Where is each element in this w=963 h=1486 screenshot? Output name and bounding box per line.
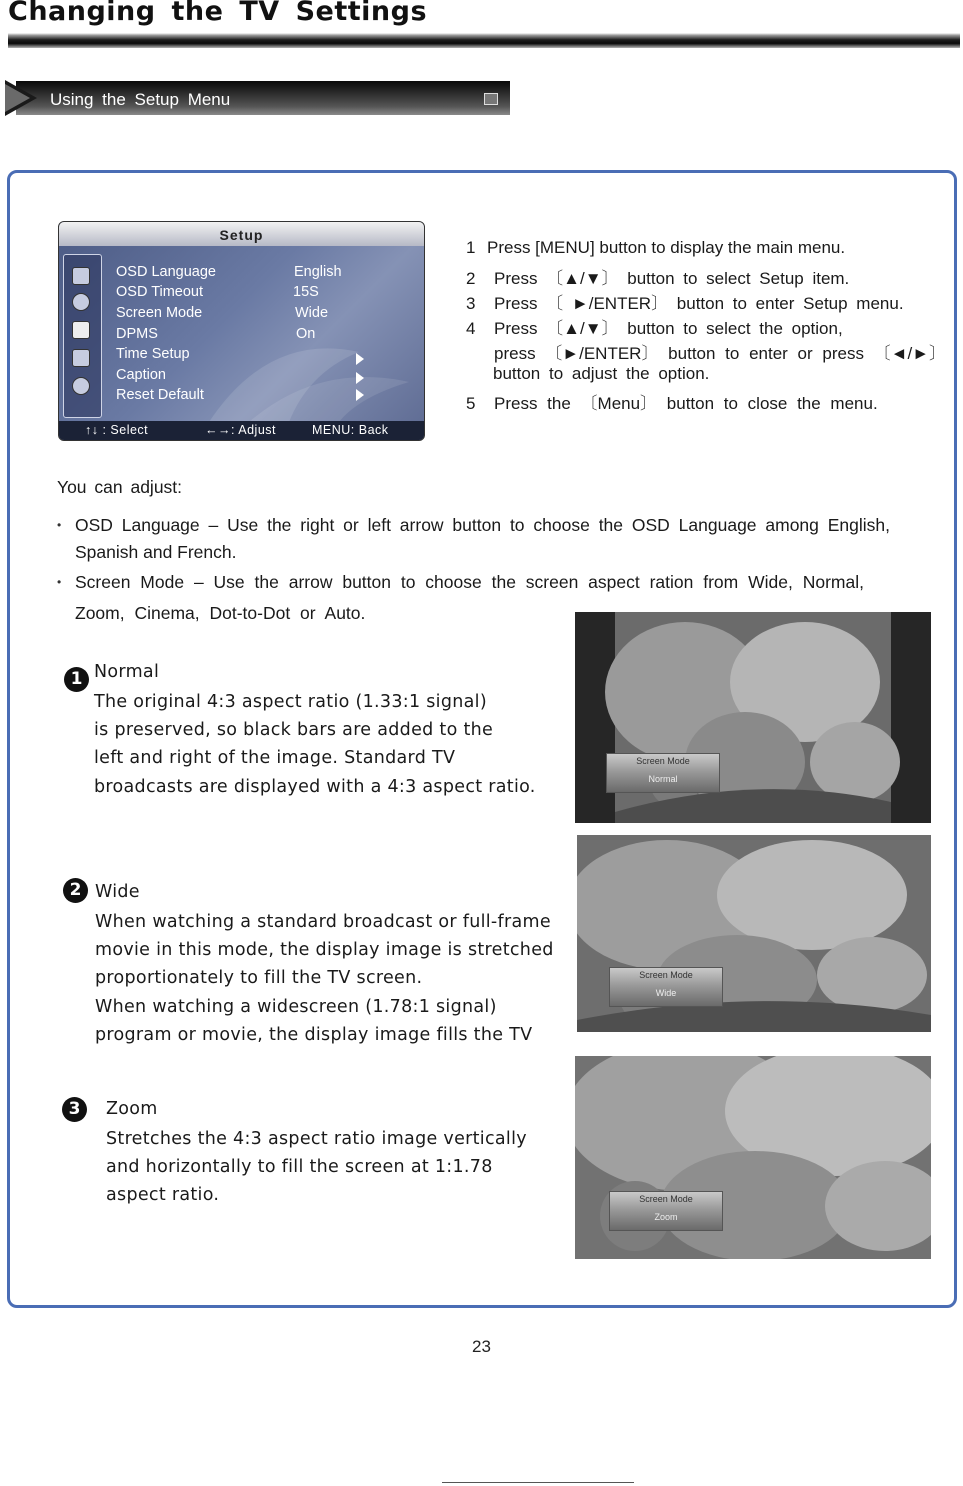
caption-title: Screen Mode bbox=[639, 1194, 693, 1204]
osd-row-label: Screen Mode bbox=[116, 305, 203, 321]
step-text: Press 〔▲/▼〕 button to select Setup item. bbox=[494, 269, 850, 288]
footer-rule bbox=[442, 1482, 634, 1483]
instruction-step bbox=[466, 339, 946, 364]
mode-description-line: When watching a widescreen (1.78:1 signal) bbox=[95, 996, 497, 1017]
osd-language-desc-cont: Spanish and French. bbox=[75, 542, 237, 562]
screen-mode-caption bbox=[609, 1191, 723, 1231]
osd-row-label: Reset Default bbox=[116, 387, 204, 403]
step-number: 4 bbox=[466, 319, 476, 338]
instruction-step bbox=[466, 238, 845, 258]
osd-footer-back: MENU: Back bbox=[312, 423, 389, 437]
osd-footer-select: ↑↓ : Select bbox=[85, 423, 149, 437]
screen-mode-caption bbox=[609, 967, 723, 1007]
osd-title: Setup bbox=[219, 227, 264, 243]
mode-description-line: movie in this mode, the display image is stretched bbox=[95, 940, 554, 961]
caption-value: Zoom bbox=[654, 1212, 678, 1222]
instruction-step bbox=[466, 314, 843, 339]
step-number: 1 bbox=[466, 238, 476, 257]
bullet-icon: • bbox=[57, 518, 62, 532]
mode-description-line: When watching a standard broadcast or full-frame bbox=[95, 912, 551, 932]
step-text: press 〔►/ENTER〕 button to enter or press 〔◄/►〕 bbox=[494, 344, 947, 363]
osd-row-value: 15S bbox=[293, 284, 319, 300]
osd-language-desc: OSD Language – Use the right or left arrow button to choose the OSD Language among English, bbox=[75, 515, 891, 535]
title-rule bbox=[8, 33, 960, 48]
mode-description bbox=[94, 688, 536, 801]
screen-mode-desc-cont: Zoom, Cinema, Dot-to-Dot or Auto. bbox=[75, 603, 366, 623]
step-number: 2 bbox=[466, 269, 476, 288]
osd-row-label: Time Setup bbox=[116, 346, 190, 362]
mode-title: Normal bbox=[94, 662, 160, 682]
step-text: Press [MENU] button to display the main menu. bbox=[487, 238, 846, 257]
setup-icon bbox=[72, 321, 90, 339]
page-number: 23 bbox=[472, 1337, 491, 1356]
mode-description-line: The original 4:3 aspect ratio (1.33:1 signal) bbox=[94, 692, 487, 712]
section-title: Using the Setup Menu bbox=[50, 90, 231, 109]
channel-icon bbox=[72, 377, 90, 395]
osd-swirl-decoration bbox=[59, 222, 424, 440]
instruction-step bbox=[466, 264, 849, 289]
caption-title: Screen Mode bbox=[636, 756, 690, 766]
banner-square-icon bbox=[484, 93, 498, 105]
step-text: button to adjust the option. bbox=[493, 364, 710, 383]
mode-description-line: left and right of the image. Standard TV bbox=[94, 748, 456, 769]
step-number: 3 bbox=[466, 294, 476, 313]
instruction-step bbox=[466, 364, 709, 384]
mode-description-line: program or movie, the display image fills the TV bbox=[95, 1024, 533, 1045]
wide-mode-photo bbox=[577, 835, 931, 1032]
mode-description-line: and horizontally to fill the screen at 1:1.78 bbox=[106, 1157, 493, 1178]
osd-row-value: Wide bbox=[295, 305, 329, 321]
zoom-mode-photo bbox=[575, 1056, 931, 1259]
submenu-arrow-icon bbox=[356, 353, 364, 365]
osd-row-label: OSD Language bbox=[116, 264, 216, 280]
step-number: 5 bbox=[466, 394, 476, 413]
mode-description-line: is preserved, so black bars are added to the bbox=[94, 720, 494, 741]
caption-value: Wide bbox=[655, 988, 677, 998]
osd-row-value: On bbox=[296, 326, 316, 342]
mode-number-badge: 1 bbox=[64, 667, 89, 692]
step-text: Press the 〔Menu〕 button to close the menu. bbox=[494, 394, 878, 413]
mode-description bbox=[95, 908, 554, 1049]
mode-description-line: aspect ratio. bbox=[106, 1185, 220, 1206]
setup-menu-osd bbox=[58, 221, 425, 441]
tv-icon bbox=[72, 267, 90, 285]
mode-description bbox=[106, 1125, 527, 1210]
screen-mode-desc: Screen Mode – Use the arrow button to choose the screen aspect ration from Wide, Normal, bbox=[75, 572, 864, 592]
instruction-step bbox=[466, 389, 878, 414]
banner-arrow-inner-icon bbox=[5, 84, 30, 112]
instruction-step bbox=[466, 289, 904, 314]
osd-icon-column bbox=[63, 254, 102, 418]
mode-description-line: Stretches the 4:3 aspect ratio image vertically bbox=[106, 1129, 527, 1149]
submenu-arrow-icon bbox=[356, 389, 364, 401]
osd-row-label: OSD Timeout bbox=[116, 284, 204, 300]
bullet-icon: • bbox=[57, 575, 62, 589]
osd-row-value: English bbox=[294, 264, 342, 280]
screen-mode-caption bbox=[606, 753, 720, 793]
mode-title: Zoom bbox=[106, 1099, 158, 1119]
mode-description-line: broadcasts are displayed with a 4:3 aspect ratio. bbox=[94, 776, 536, 797]
caption-value: Normal bbox=[648, 774, 678, 784]
mode-description-line: proportionately to fill the TV screen. bbox=[95, 968, 423, 989]
adjust-intro: You can adjust: bbox=[57, 477, 183, 497]
mode-number-badge: 3 bbox=[62, 1097, 87, 1122]
submenu-arrow-icon bbox=[356, 372, 364, 384]
osd-row-label: DPMS bbox=[116, 326, 158, 342]
step-text: Press 〔 ►/ENTER〕 button to enter Setup menu. bbox=[494, 294, 904, 313]
step-text: Press 〔▲/▼〕 button to select the option, bbox=[494, 319, 843, 338]
mode-number-badge: 2 bbox=[63, 878, 88, 903]
normal-mode-photo bbox=[575, 612, 931, 823]
page-title: Changing the TV Settings bbox=[8, 0, 428, 27]
lock-icon bbox=[72, 349, 90, 367]
mode-title: Wide bbox=[95, 882, 140, 902]
osd-footer-adjust: ←→: Adjust bbox=[205, 423, 276, 437]
osd-row-label: Caption bbox=[116, 367, 166, 383]
picture-icon bbox=[72, 293, 90, 311]
caption-title: Screen Mode bbox=[639, 970, 693, 980]
